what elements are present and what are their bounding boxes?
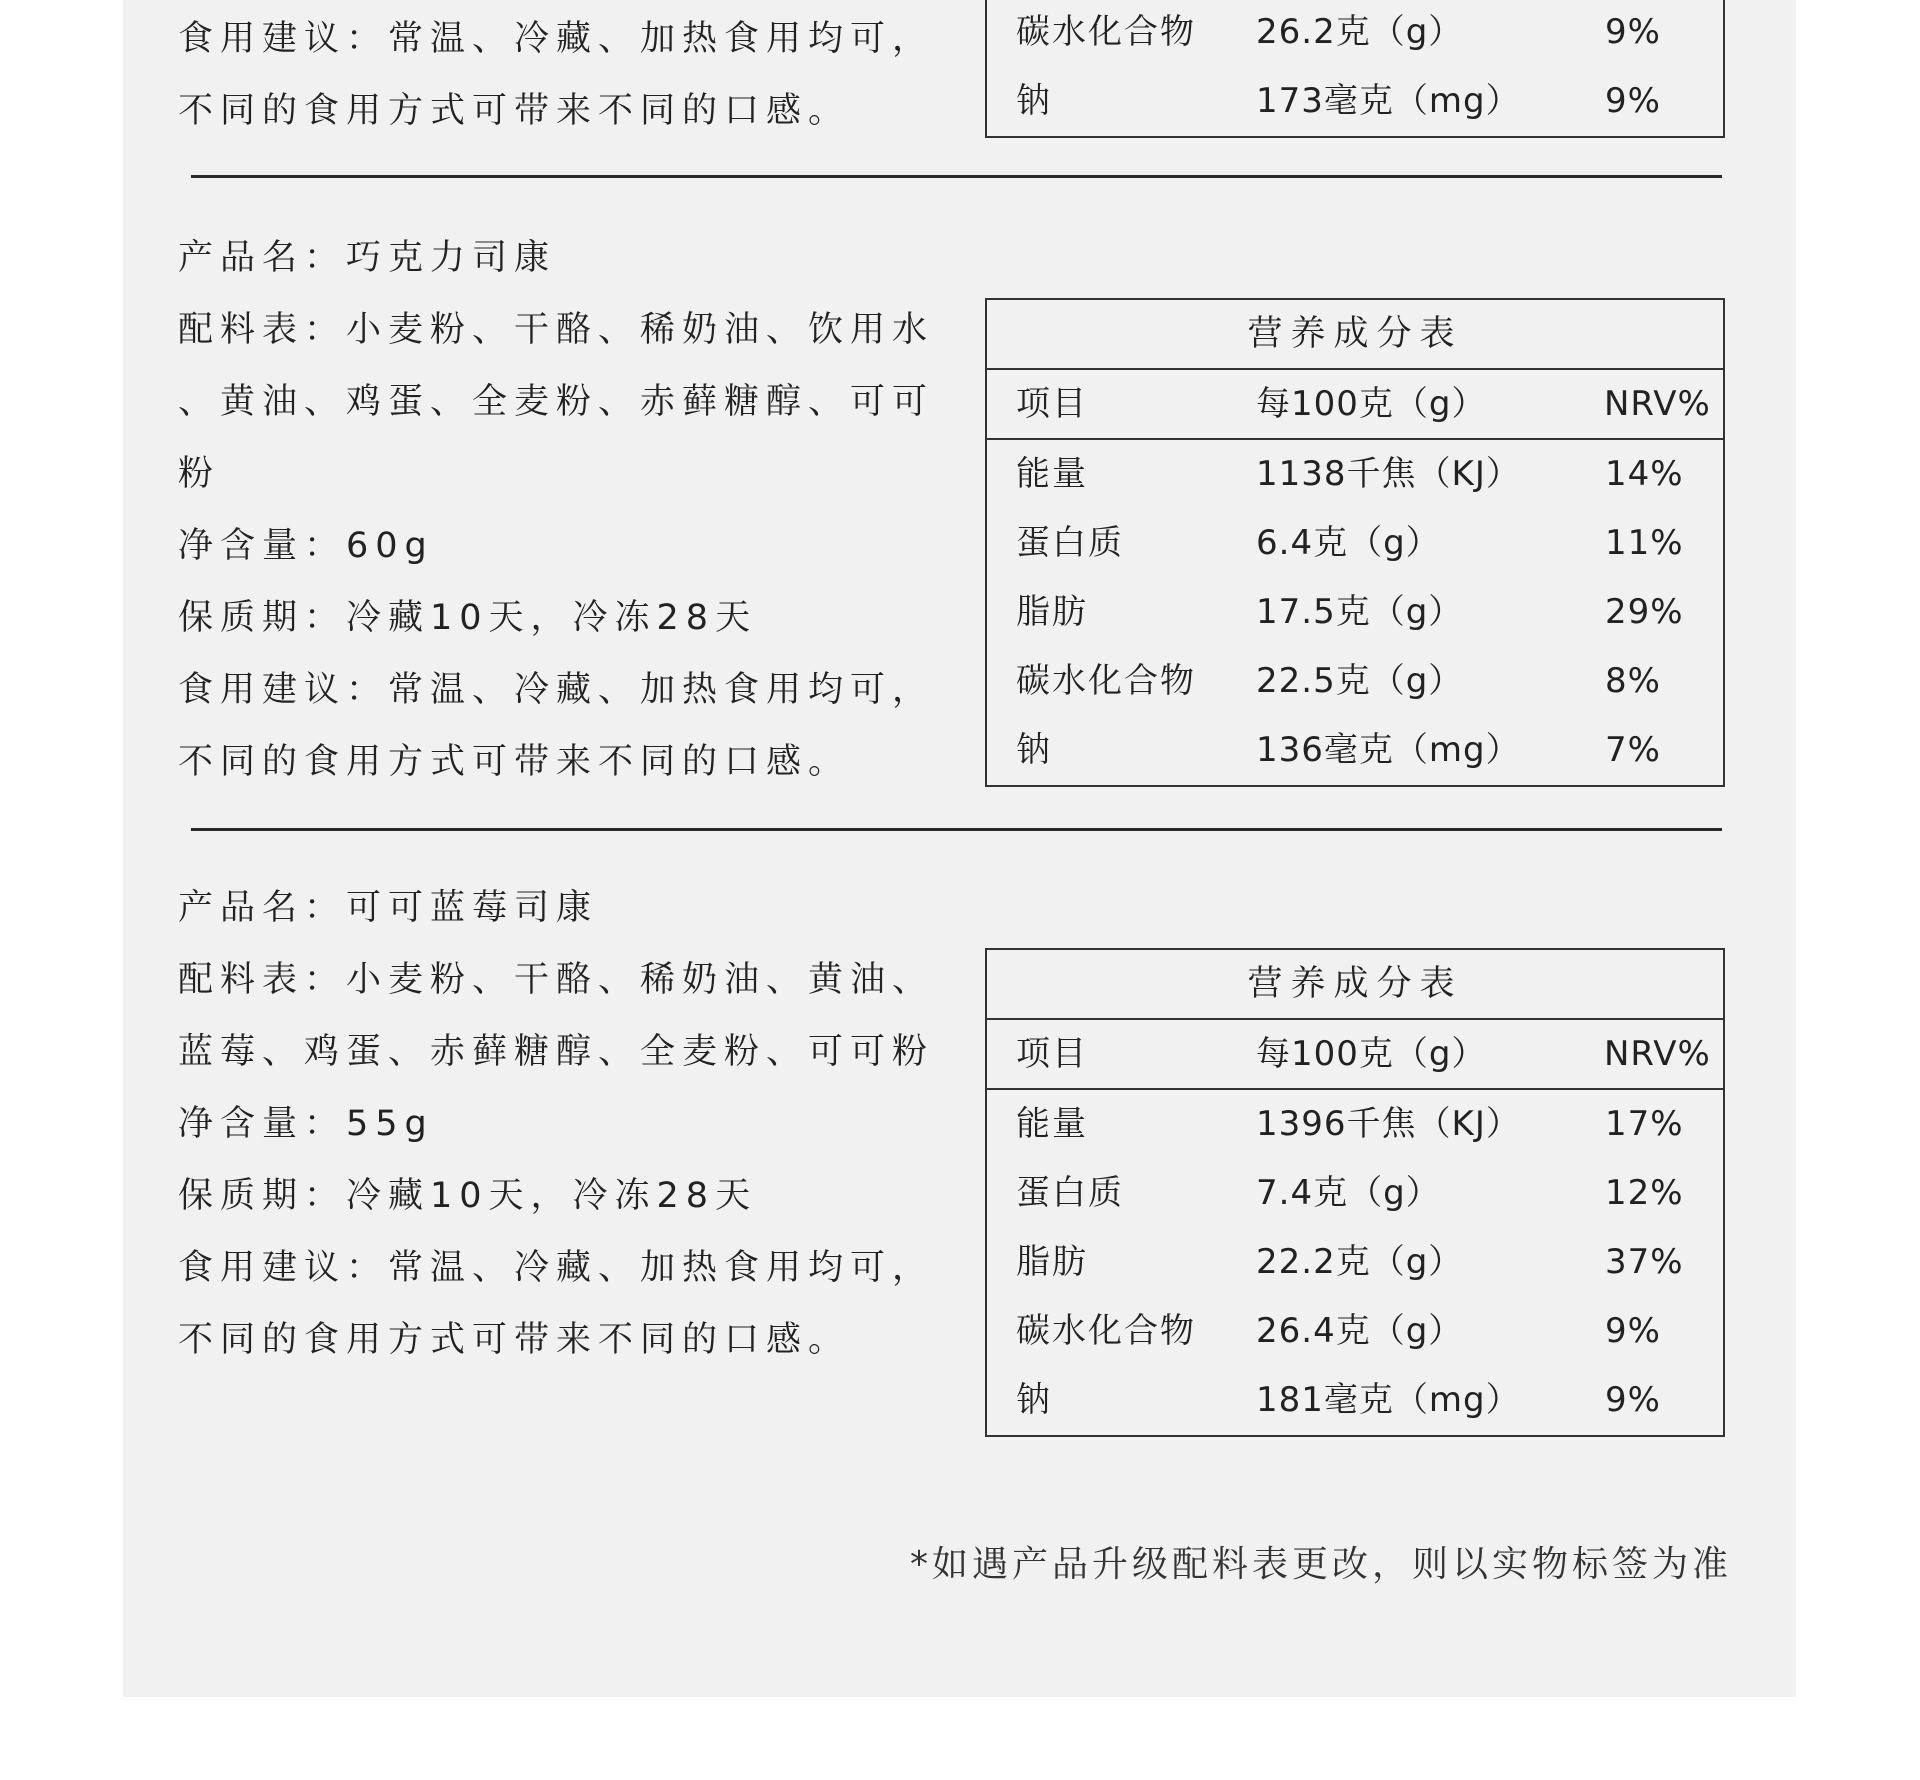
- ingredients-line: 粉: [178, 454, 221, 494]
- nutrient-nrv: 9%: [1605, 1380, 1661, 1420]
- usage-suggestion: 不同的食用方式可带来不同的口感。: [178, 742, 851, 782]
- nutrition-row: [987, 1228, 1723, 1297]
- nutrient-name: 蛋白质: [1016, 1173, 1124, 1213]
- header-item: 项目: [1016, 1034, 1088, 1074]
- nutrient-value: 6.4克（g）: [1256, 523, 1441, 563]
- nutrient-nrv: 11%: [1605, 523, 1684, 563]
- nutrition-row: [987, 1159, 1723, 1228]
- header-value: 每100克（g）: [1256, 1034, 1487, 1074]
- nutrition-row: [987, 509, 1723, 578]
- product-info-cocoa-blueberry: [178, 872, 934, 1376]
- nutrition-row: [987, 1297, 1723, 1366]
- section-divider: [191, 175, 1722, 178]
- nutrient-nrv: 12%: [1605, 1173, 1684, 1213]
- usage-suggestion: 不同的食用方式可带来不同的口感。: [178, 1320, 851, 1360]
- nutrition-row: [987, 716, 1723, 785]
- ingredients-line: 蓝莓、鸡蛋、赤藓糖醇、全麦粉、可可粉: [178, 1032, 935, 1072]
- nutrient-value: 26.2克（g）: [1256, 12, 1464, 52]
- nutrition-table-chocolate: [985, 298, 1725, 787]
- nutrition-table-cocoa-blueberry: [985, 948, 1725, 1437]
- nutrient-name: 碳水化合物: [1016, 12, 1196, 52]
- nutrition-table-header: [987, 1020, 1723, 1090]
- nutrient-nrv: 29%: [1605, 592, 1684, 632]
- nutrient-value: 22.5克（g）: [1256, 661, 1464, 701]
- shelf-life: 保质期：冷藏10天，冷冻28天: [178, 598, 758, 638]
- nutrition-row: [987, 1366, 1723, 1435]
- nutrient-name: 钠: [1016, 81, 1052, 121]
- section-divider: [191, 828, 1722, 831]
- footnote-disclaimer: *如遇产品升级配料表更改，则以实物标签为准: [909, 1544, 1732, 1585]
- nutrition-row: [987, 647, 1723, 716]
- nutrient-name: 碳水化合物: [1016, 1311, 1196, 1351]
- nutrient-value: 7.4克（g）: [1256, 1173, 1441, 1213]
- nutrient-nrv: 8%: [1605, 661, 1661, 701]
- product-name: 产品名：可可蓝莓司康: [178, 888, 599, 928]
- nutrition-row: [987, 67, 1723, 136]
- nutrient-name: 钠: [1016, 730, 1052, 770]
- net-weight: 净含量：55g: [178, 1104, 434, 1144]
- nutrient-nrv: 17%: [1605, 1104, 1684, 1144]
- nutrition-table-header: [987, 370, 1723, 440]
- nutrient-value: 1396千焦（KJ）: [1256, 1104, 1521, 1144]
- nutrition-row: [987, 0, 1723, 67]
- nutrient-value: 26.4克（g）: [1256, 1311, 1464, 1351]
- nutrient-nrv: 9%: [1605, 81, 1661, 121]
- nutrition-row: [987, 440, 1723, 509]
- nutrient-value: 173毫克（mg）: [1256, 81, 1521, 121]
- net-weight: 净含量：60g: [178, 526, 434, 566]
- nutrient-nrv: 37%: [1605, 1242, 1684, 1282]
- nutrient-nrv: 9%: [1605, 12, 1661, 52]
- nutrient-value: 22.2克（g）: [1256, 1242, 1464, 1282]
- nutrient-name: 能量: [1016, 454, 1088, 494]
- top-product-info: [178, 3, 934, 147]
- nutrient-name: 碳水化合物: [1016, 661, 1196, 701]
- nutrient-value: 136毫克（mg）: [1256, 730, 1521, 770]
- product-info-chocolate: [178, 222, 934, 798]
- ingredients-line: 配料表：小麦粉、干酪、稀奶油、饮用水: [178, 310, 935, 350]
- info-line: 不同的食用方式可带来不同的口感。: [178, 91, 851, 131]
- nutrition-table-title: 营养成分表: [987, 300, 1723, 370]
- header-nrv: NRV%: [1604, 1034, 1711, 1074]
- usage-suggestion: 食用建议：常温、冷藏、加热食用均可，: [178, 1248, 935, 1288]
- nutrient-name: 能量: [1016, 1104, 1088, 1144]
- nutrition-table-title: 营养成分表: [987, 950, 1723, 1020]
- product-name: 产品名：巧克力司康: [178, 238, 557, 278]
- header-nrv: NRV%: [1604, 384, 1711, 424]
- nutrient-name: 脂肪: [1016, 1242, 1088, 1282]
- nutrient-value: 181毫克（mg）: [1256, 1380, 1521, 1420]
- nutrition-row: [987, 1090, 1723, 1159]
- nutrient-nrv: 7%: [1605, 730, 1661, 770]
- nutrient-value: 1138千焦（KJ）: [1256, 454, 1521, 494]
- shelf-life: 保质期：冷藏10天，冷冻28天: [178, 1176, 758, 1216]
- info-line: 食用建议：常温、冷藏、加热食用均可，: [178, 19, 935, 59]
- content-panel: [123, 0, 1796, 1697]
- header-item: 项目: [1016, 384, 1088, 424]
- nutrient-value: 17.5克（g）: [1256, 592, 1464, 632]
- nutrient-name: 钠: [1016, 1380, 1052, 1420]
- nutrition-row: [987, 578, 1723, 647]
- ingredients-line: 、黄油、鸡蛋、全麦粉、赤藓糖醇、可可: [178, 382, 935, 422]
- nutrient-nrv: 14%: [1605, 454, 1684, 494]
- usage-suggestion: 食用建议：常温、冷藏、加热食用均可，: [178, 670, 935, 710]
- nutrient-nrv: 9%: [1605, 1311, 1661, 1351]
- header-value: 每100克（g）: [1256, 384, 1487, 424]
- nutrient-name: 脂肪: [1016, 592, 1088, 632]
- top-nutrition-table: [985, 0, 1725, 138]
- nutrient-name: 蛋白质: [1016, 523, 1124, 563]
- ingredients-line: 配料表：小麦粉、干酪、稀奶油、黄油、: [178, 960, 935, 1000]
